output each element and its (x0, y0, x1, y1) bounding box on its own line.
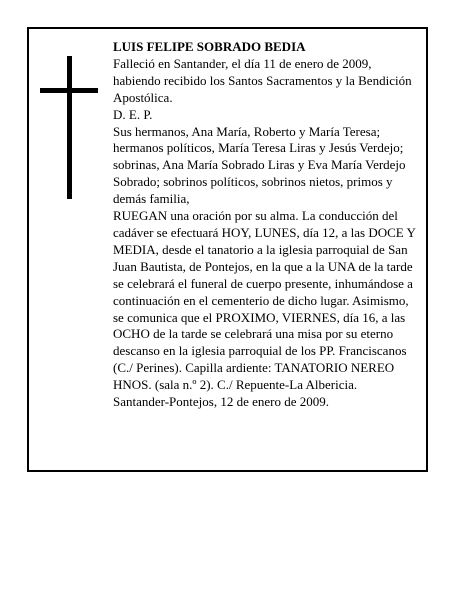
funeral-details: RUEGAN una oración por su alma. La conducción del cadáver se efectuará HOY, LUNES, día 12, a las DOCE Y MEDIA, desde el tanatorio a la iglesia parroquial de San Juan Bautista, de Pontejos, en la que a la UNA de la tarde se celebrará el funeral de cuerpo presente, inhumándose a continuación en el cementerio de dicho lugar. Asimismo, se comunica que el PROXIMO, VIERNES, día 16, a las OCHO de la tarde se celebrará una misa por su eterno descanso en la iglesia parroquial de los PP. Franciscanos (C./ Perines). Capilla ardiente: TANATORIO NEREO HNOS. (sala n.º 2). C./ Repuente-La Albericia. (113, 208, 416, 393)
family-list: Sus hermanos, Ana María, Roberto y María Teresa; hermanos políticos, María Teresa Liras y Jesús Verdejo; sobrinas, Ana María Sobrado Liras y Eva María Verdejo Sobrado; sobrinos políticos, sobrinos nietos, primos y demás familia, (113, 123, 406, 207)
cross-vertical-bar (67, 56, 72, 199)
deceased-name: LUIS FELIPE SOBRADO BEDIA (113, 39, 306, 54)
notice-text (113, 39, 418, 411)
dep-abbreviation: D. E. P. (113, 106, 153, 122)
cross-horizontal-bar (40, 88, 98, 93)
place-and-date: Santander-Pontejos, 12 de enero de 2009. (113, 394, 329, 410)
death-statement: Falleció en Santander, el día 11 de enero de 2009, habiendo recibido los Santos Sacramentos y la Bendición Apostólica. (113, 55, 412, 105)
latin-cross-icon (40, 56, 98, 199)
obituary-notice (27, 27, 428, 472)
